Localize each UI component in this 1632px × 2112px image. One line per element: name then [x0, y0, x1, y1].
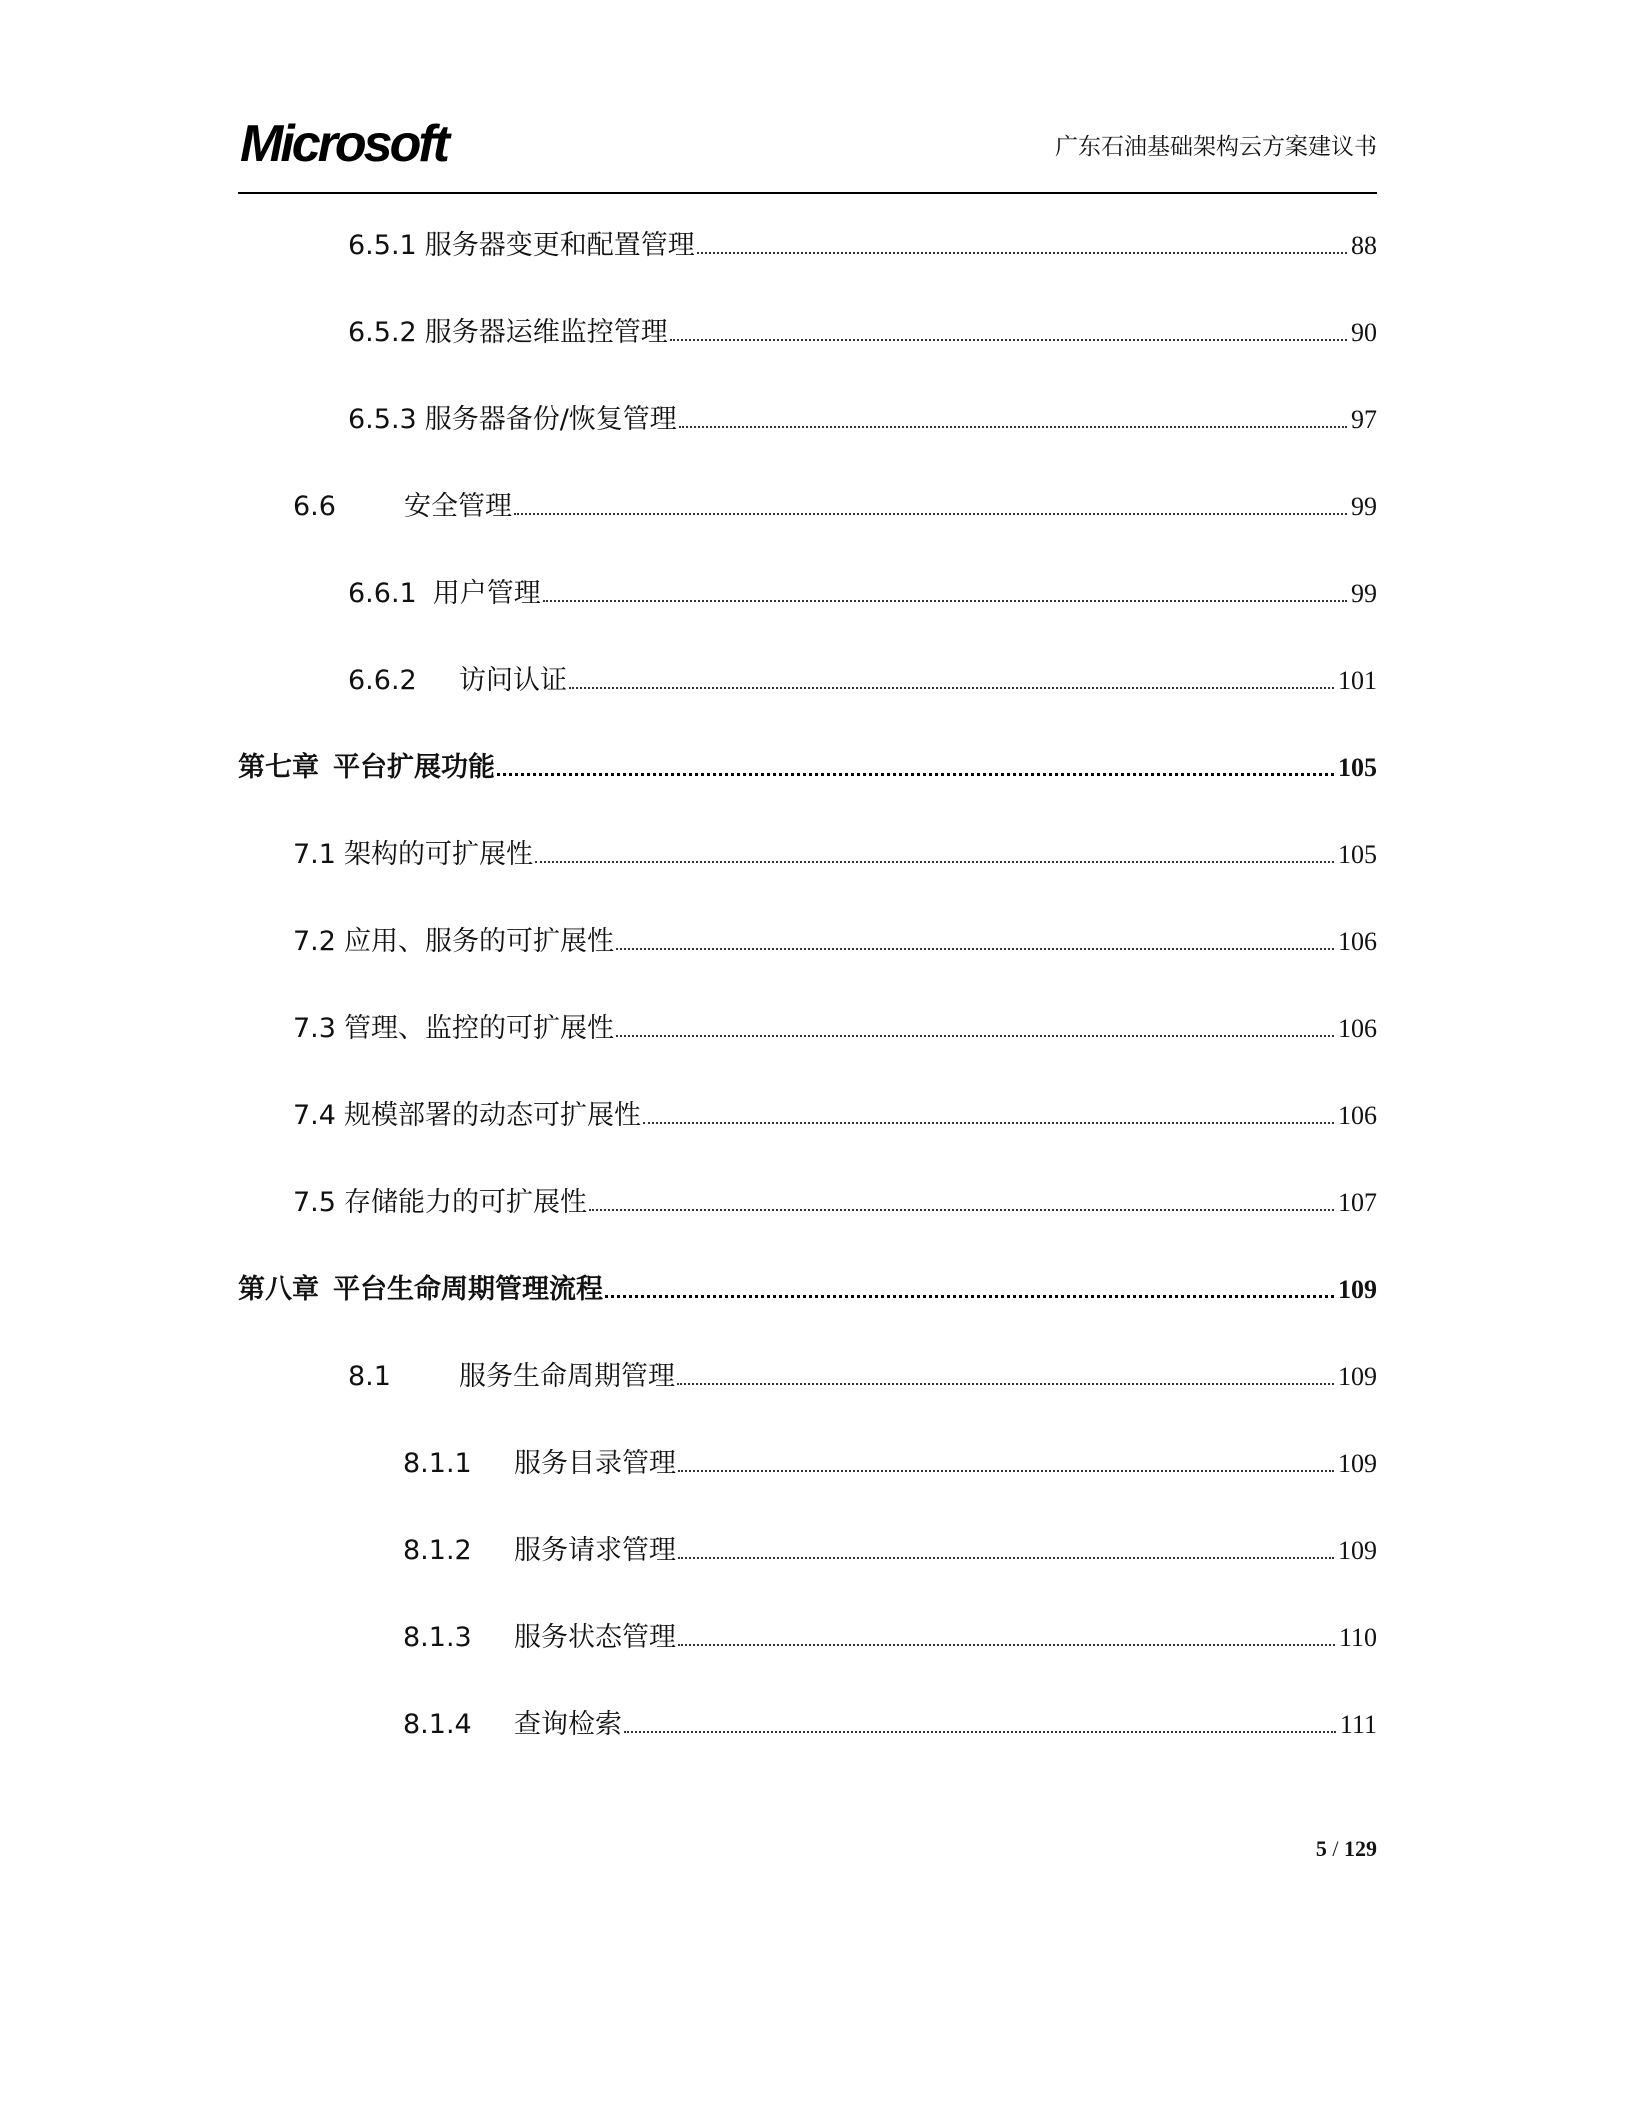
dot-leader — [514, 513, 1347, 515]
toc-number: 6.5.2 — [348, 317, 417, 348]
current-page: 5 — [1315, 1836, 1327, 1861]
toc-page-number: 106 — [1338, 927, 1377, 956]
toc-entry-8-1[interactable] — [238, 1350, 1377, 1390]
page-separator: / — [1326, 1836, 1344, 1861]
header-divider — [238, 192, 1377, 194]
toc-page-number: 109 — [1338, 1362, 1377, 1391]
dot-leader — [624, 1731, 1336, 1733]
toc-title: 访问认证 — [459, 665, 567, 696]
toc-number: 7.1 — [293, 839, 336, 870]
toc-entry-7-2[interactable] — [238, 915, 1377, 955]
document-title: 广东石油基础架构云方案建议书 — [1055, 134, 1377, 160]
dot-leader — [643, 1122, 1334, 1124]
toc-page-number: 99 — [1351, 579, 1377, 608]
toc-number: 6.5.1 — [348, 230, 417, 261]
toc-title: 查询检索 — [514, 1709, 622, 1740]
toc-title: 安全管理 — [404, 491, 512, 522]
dot-leader — [678, 1644, 1335, 1646]
toc-number: 7.4 — [293, 1100, 336, 1131]
toc-entry-6-6-2[interactable] — [238, 654, 1377, 694]
dot-leader — [535, 861, 1334, 863]
toc-title: 规模部署的动态可扩展性 — [343, 1100, 641, 1131]
toc-page-number: 110 — [1338, 1623, 1377, 1652]
toc-page-number: 99 — [1351, 492, 1377, 521]
total-pages: 129 — [1344, 1836, 1377, 1861]
toc-page-number: 106 — [1338, 1014, 1377, 1043]
toc-title: 服务器运维监控管理 — [424, 317, 668, 348]
toc-entry-7-3[interactable] — [238, 1002, 1377, 1042]
toc-entry-7-1[interactable] — [238, 828, 1377, 868]
toc-entry-6-5-3[interactable] — [238, 393, 1377, 433]
toc-page-number: 111 — [1339, 1710, 1377, 1739]
toc-entry-6-5-1[interactable] — [238, 219, 1377, 259]
toc-number: 7.3 — [293, 1013, 336, 1044]
toc-page-number: 88 — [1351, 231, 1377, 260]
toc-entry-8-1-3[interactable] — [238, 1611, 1377, 1651]
dot-leader — [589, 1209, 1334, 1211]
toc-title: 应用、服务的可扩展性 — [343, 926, 614, 957]
toc-number: 6.6.1 — [348, 578, 417, 609]
toc-number: 8.1.4 — [403, 1709, 472, 1740]
toc-number: 第七章 — [238, 752, 319, 783]
dot-leader — [697, 252, 1347, 254]
toc-page-number: 109 — [1338, 1536, 1377, 1565]
toc-entry-7-4[interactable] — [238, 1089, 1377, 1129]
dot-leader — [677, 1383, 1334, 1385]
toc-title: 服务目录管理 — [514, 1448, 676, 1479]
toc-page-number: 105 — [1338, 753, 1377, 782]
dot-leader — [670, 339, 1347, 341]
dot-leader — [605, 1295, 1334, 1298]
dot-leader — [616, 1035, 1334, 1037]
page-indicator — [1316, 1836, 1377, 1862]
toc-number: 8.1.1 — [403, 1448, 472, 1479]
toc-page-number: 97 — [1351, 405, 1377, 434]
toc-title: 架构的可扩展性 — [343, 839, 533, 870]
toc-number: 8.1.2 — [403, 1535, 472, 1566]
toc-number: 8.1.3 — [403, 1622, 472, 1653]
toc-number: 7.5 — [293, 1187, 336, 1218]
dot-leader — [616, 948, 1334, 950]
toc-page-number: 109 — [1338, 1449, 1377, 1478]
toc-number: 第八章 — [238, 1274, 319, 1305]
toc-title: 平台生命周期管理流程 — [333, 1274, 603, 1305]
toc-entry-6-6[interactable] — [238, 480, 1377, 520]
toc-page-number: 106 — [1338, 1101, 1377, 1130]
dot-leader — [678, 1557, 1334, 1559]
dot-leader — [679, 426, 1347, 428]
toc-title: 存储能力的可扩展性 — [343, 1187, 587, 1218]
toc-title: 服务状态管理 — [514, 1622, 676, 1653]
toc-title: 平台扩展功能 — [333, 752, 495, 783]
toc-number: 6.6 — [293, 491, 336, 522]
toc-number: 6.5.3 — [348, 404, 417, 435]
toc-entry-8-1-4[interactable] — [238, 1698, 1377, 1738]
toc-title: 管理、监控的可扩展性 — [343, 1013, 614, 1044]
toc-entry-6-6-1[interactable] — [238, 567, 1377, 607]
dot-leader — [543, 600, 1347, 602]
toc-entry-7-5[interactable] — [238, 1176, 1377, 1216]
toc-page-number: 90 — [1351, 318, 1377, 347]
toc-entry-chapter-7[interactable] — [238, 741, 1377, 781]
toc-entry-chapter-8[interactable] — [238, 1263, 1377, 1303]
toc-entry-6-5-2[interactable] — [238, 306, 1377, 346]
toc-title: 服务器备份/恢复管理 — [424, 404, 677, 435]
microsoft-logo: Microsoft — [240, 115, 447, 173]
toc-page-number: 105 — [1338, 840, 1377, 869]
dot-leader — [678, 1470, 1334, 1472]
toc-title: 服务生命周期管理 — [459, 1361, 675, 1392]
toc-entry-8-1-1[interactable] — [238, 1437, 1377, 1477]
toc-title: 服务器变更和配置管理 — [424, 230, 695, 261]
toc-page-number: 101 — [1338, 666, 1377, 695]
toc-title: 服务请求管理 — [514, 1535, 676, 1566]
toc-page-number: 107 — [1338, 1188, 1377, 1217]
toc-number: 7.2 — [293, 926, 336, 957]
dot-leader — [569, 687, 1334, 689]
toc-number: 8.1 — [348, 1361, 391, 1392]
toc-number: 6.6.2 — [348, 665, 417, 696]
toc-entry-8-1-2[interactable] — [238, 1524, 1377, 1564]
toc-title: 用户管理 — [432, 578, 541, 609]
dot-leader — [497, 773, 1334, 776]
toc-page-number: 109 — [1338, 1275, 1377, 1304]
